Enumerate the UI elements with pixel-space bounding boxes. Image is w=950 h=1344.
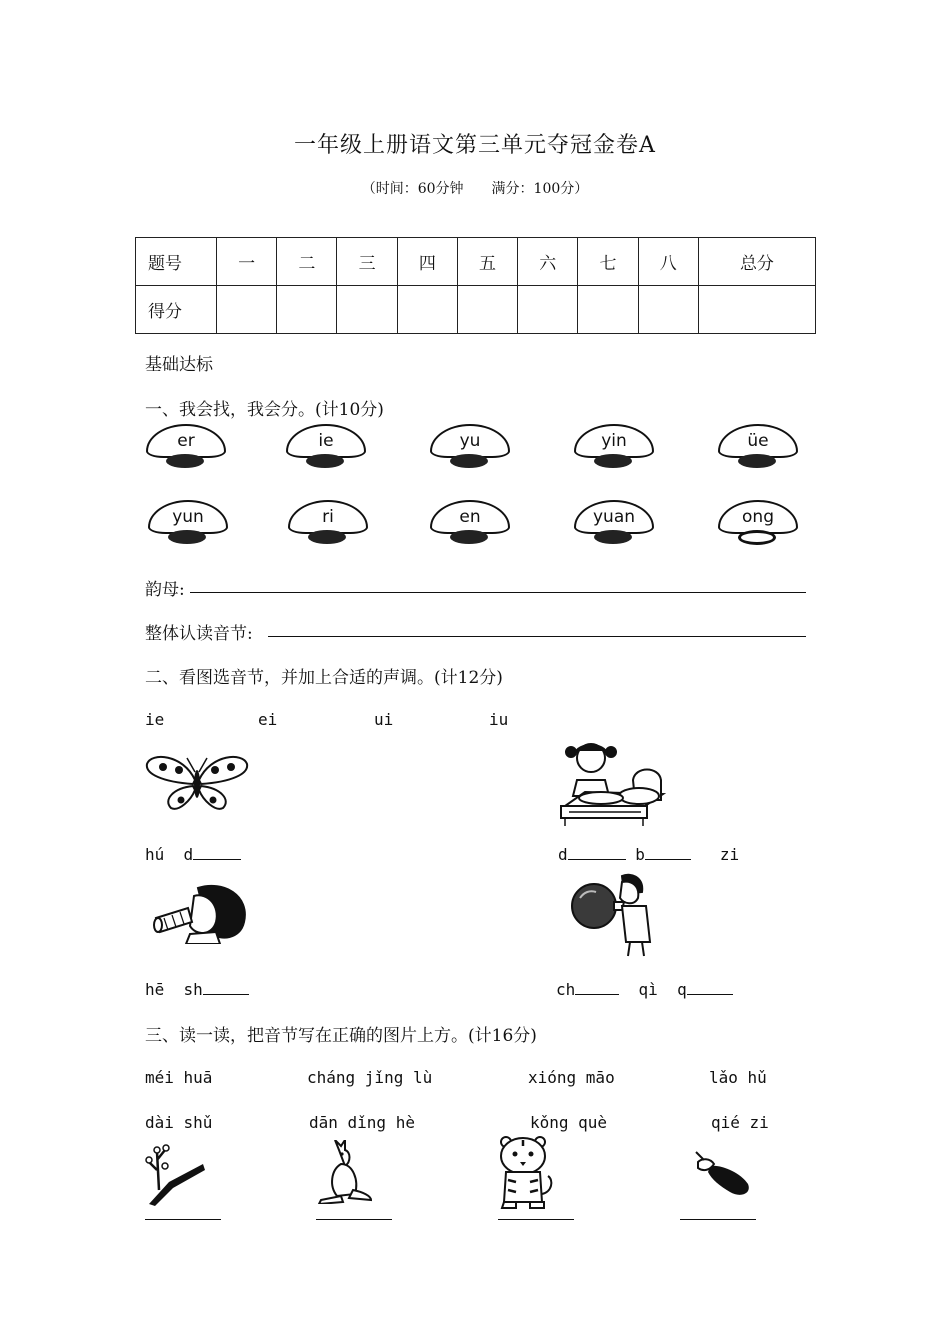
answer-blank[interactable] [645,845,691,860]
answer-line[interactable] [316,1219,392,1220]
q3-syllable: méi huā [145,1068,213,1087]
table-header-cell: 八 [638,238,698,286]
boy-drinking-icon [150,882,250,944]
score-cell[interactable] [457,286,517,334]
answer-blank[interactable] [568,845,626,860]
mushroom-label: ong [718,500,798,534]
table-header-cell: 五 [457,238,517,286]
mushroom-label: er [146,424,226,458]
q3-syllable: kǒng què [530,1113,608,1132]
score-cell[interactable] [217,286,277,334]
table-header-cell: 总分 [698,238,815,286]
score-cell[interactable] [518,286,578,334]
score-cell[interactable] [698,286,815,334]
q3-syllable: dài shǔ [145,1113,213,1132]
q3-title: 三、读一读，把音节写在正确的图片上方。(计16分) [145,1026,537,1046]
score-table [135,237,816,334]
answer-blank[interactable] [687,980,733,995]
mushroom-card [148,500,228,548]
table-header-cell: 一 [217,238,277,286]
answer-line[interactable] [498,1219,574,1220]
boy-balloon-icon [570,872,660,958]
q2-item-bed [558,845,739,864]
whole-syllable-answer-line[interactable] [268,636,806,637]
mushroom-stem-icon [308,530,346,544]
option-syllable: ui [374,710,394,729]
table-header-cell: 二 [277,238,337,286]
mushroom-label: yun [148,500,228,534]
q2-item-butterfly [145,845,241,864]
page-title: 一年级上册语文第三单元夺冠金卷A [294,133,656,158]
finals-answer-line[interactable] [190,592,806,593]
mushroom-stem-icon [306,454,344,468]
mushroom-label: ri [288,500,368,534]
table-header-cell: 四 [397,238,457,286]
q1-title: 一、我会找，我会分。(计10分) [145,400,384,420]
pinyin-syllable: hú [145,845,165,864]
mushroom-card [430,500,510,548]
score-cell[interactable] [277,286,337,334]
table-header-cell: 三 [337,238,397,286]
mushroom-label: üe [718,424,798,458]
mushroom-card [286,424,366,472]
answer-blank[interactable] [575,980,619,995]
mushroom-stem-icon [450,530,488,544]
mushroom-card [574,500,654,548]
mushroom-card [430,424,510,472]
finals-label: 韵母: [145,580,185,600]
tiger-icon [494,1136,556,1210]
mushroom-stem-icon [450,454,488,468]
plum-blossom-icon [145,1142,207,1208]
mushroom-card [574,424,654,472]
mushroom-label: yin [574,424,654,458]
mushroom-label: ie [286,424,366,458]
kangaroo-icon [317,1140,373,1204]
section-heading: 基础达标 [145,355,213,375]
mushroom-stem-icon [594,454,632,468]
pinyin-initial: ch [556,980,576,999]
table-header-cell: 六 [518,238,578,286]
mushroom-stem-icon [594,530,632,544]
mushroom-label: yuan [574,500,654,534]
answer-line[interactable] [680,1219,756,1220]
q2-item-balloon [556,980,733,999]
butterfly-icon [143,752,251,812]
pinyin-initial: b [635,845,645,864]
option-syllable: iu [489,710,509,729]
mushroom-card [718,424,798,472]
table-row [136,286,816,334]
q3-syllable: xióng māo [528,1068,615,1087]
mushroom-label: en [430,500,510,534]
mushroom-card [146,424,226,472]
pinyin-initial: q [677,980,687,999]
q3-syllable: dān dǐng hè [309,1113,415,1132]
score-row-label: 得分 [136,286,217,334]
score-cell[interactable] [578,286,638,334]
answer-blank[interactable] [203,980,249,995]
girl-bed-icon [555,740,667,826]
mushroom-label: yu [430,424,510,458]
table-row [136,238,816,286]
exam-info: （时间：60分钟 满分：100分） [361,181,589,197]
table-header-cell: 题号 [136,238,217,286]
option-syllable: ei [258,710,278,729]
option-syllable: ie [145,710,165,729]
mushroom-card [718,500,798,548]
q2-title: 二、看图选音节，并加上合适的声调。(计12分) [145,668,503,688]
pinyin-syllable: qì [638,980,658,999]
score-cell[interactable] [337,286,397,334]
pinyin-syllable: hē [145,980,165,999]
whole-syllable-label: 整体认读音节: [145,624,253,644]
q3-syllable: qié zi [711,1113,769,1132]
pinyin-initial: d [558,845,568,864]
answer-line[interactable] [145,1219,221,1220]
mushroom-stem-icon [738,530,776,545]
answer-blank[interactable] [193,845,241,860]
score-cell[interactable] [638,286,698,334]
pinyin-initial: d [183,845,194,864]
q2-item-drink [145,980,249,999]
eggplant-icon [690,1150,752,1198]
mushroom-stem-icon [168,530,206,544]
q3-syllable: lǎo hǔ [709,1068,767,1087]
table-header-cell: 七 [578,238,638,286]
q3-syllable: cháng jǐng lù [307,1068,433,1087]
score-cell[interactable] [397,286,457,334]
pinyin-initial: sh [183,980,203,999]
mushroom-stem-icon [738,454,776,468]
pinyin-syllable: zi [719,845,740,864]
mushroom-card [288,500,368,548]
mushroom-stem-icon [166,454,204,468]
